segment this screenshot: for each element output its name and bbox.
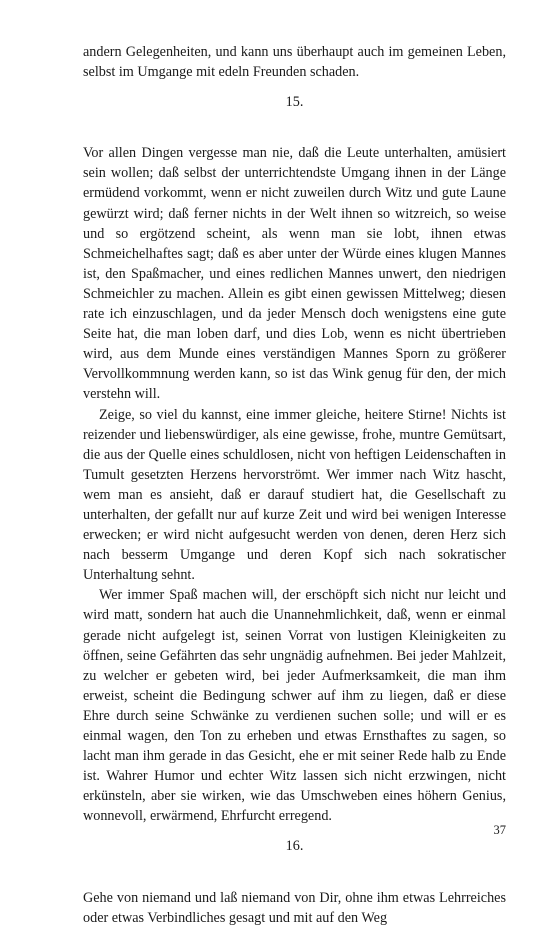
section-number-15: 15. [285, 94, 304, 111]
section-15-paragraph-1: Vor allen Dingen vergesse man nie, daß die Leute unterhalten, amüsiert sein wollen; daß selbst der unterrichtendste Umgang ihnen in der Länge ermüdend vorkommt, wenn er nicht zuweilen durch Witz und gute Laune gewürzt wird; daß ferner nichts in der Welt ihnen so witzreich, so weise und so ergötzend scheint, als wenn man sie lobt, ihnen etwas Schmeichelhaftes sagt; daß es aber unter der Würde eines klugen Mannes ist, den Spaßmacher, und eines redlichen Mannes unwert, den niedrigen Schmeichler zu machen. Allein es gibt einen gewissen Mittelweg; diesen rate ich einzuschlagen, und da jeder Mensch doch wenigstens eine gute Seite hat, die man loben darf, und dies Lob, wenn es nicht übertrieben wird, aus dem Munde eines verständigen Mannes Sporn zu größerer Vervollkommnung werden kann, so ist das Wink genug für den, der mich verstehn will. [83, 145, 506, 403]
paragraph-continuation: andern Gelegenheiten, und kann uns überhaupt auch im gemeinen Leben, selbst im Umgange mit edeln Freunden schaden. [83, 44, 506, 81]
section-number-16: 16. [285, 838, 304, 855]
section-16-paragraph-1: Gehe von niemand und laß niemand von Dir, ohne ihm etwas Lehrreiches oder etwas Verbindliches gesagt und mit auf den Weg [83, 889, 506, 926]
section-15-paragraph-3: Wer immer Spaß machen will, der erschöpft sich nicht nur leicht und wird matt, sondern hat auch die Unannehmlichkeit, daß, wenn er einmal gerade nicht aufgelegt ist, seinen Vorrat von lustigen Kleinigkeiten zu öffnen, seine Gefährten das sehr ungnädig aufnehmen. Bei jeder Mahlzeit, zu welcher er gebeten wird, bei jeder Aufmerksamkeit, die man ihm erweist, scheint die Bedingung schwer auf ihm zu liegen, daß er diese Ehre durch seine Schwänke zu verdienen suchen solle; und will er es einmal wagen, den Ton zu erheben und etwas Ernsthaftes zu sagen, so lacht man ihm gerade in das Gesicht, ehe er mit seiner Rede halb zu Ende ist. Wahrer Humor und echter Witz lassen sich nicht erzwingen, nicht erkünsteln, aber sie wirken, wie das Umschweben eines höhern Genius, wonnevoll, erwärmend, Ehrfurcht erregend. [83, 587, 506, 825]
page-number: 37 [493, 823, 506, 837]
section-15-paragraph-2: Zeige, so viel du kannst, eine immer gleiche, heitere Stirne! Nichts ist reizender und liebenswürdiger, als eine gewisse, frohe, muntre Gemütsart, die aus der Quelle eines schuldlosen, nicht von heftigen Leidenschaften in Tumult gesetzten Herzens hervorströmt. Wer immer nach Witz hascht, wem man es ansieht, daß er darauf studiert hat, die Gesellschaft zu unterhalten, der gefallt nur auf kurze Zeit und wird bei wenigen Interesse erwecken; er wird nicht aufgesucht werden von denen, deren Herz sich nach besserm Umgange und deren Kopf sich nach sokratischer Unterhaltung sehnt. [83, 406, 506, 584]
book-page [83, 42, 506, 928]
